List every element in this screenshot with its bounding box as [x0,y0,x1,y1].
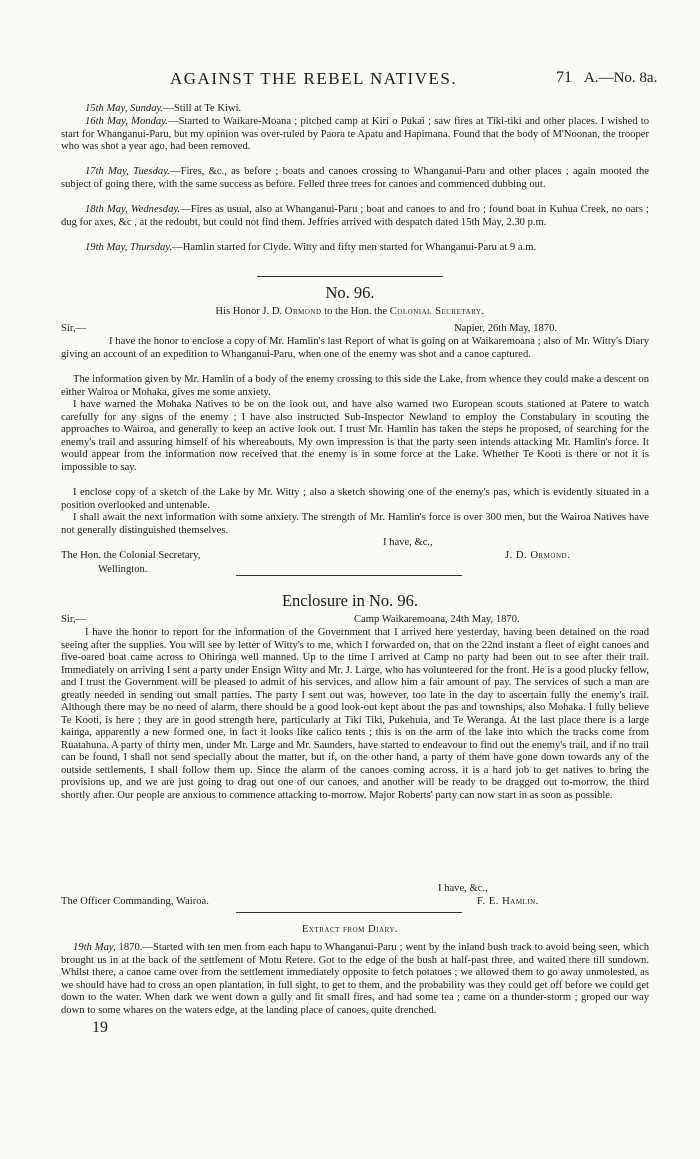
running-title: AGAINST THE REBEL NATIVES. [170,69,458,88]
letter-addressee-city: Wellington. [98,564,148,575]
letter-closing: I have, &c., [383,537,433,548]
letter-paragraph: The information given by Mr. Hamlin of a body of the enemy crossing to this side the Lake, from whence they could make a descent on either Wairoa or Mohaka, gives me some anxiety. [61,374,649,398]
page-number: 71 [556,69,572,86]
paper-series: A.—No. 8a. [584,70,658,86]
diary-entry-17: 17th May, Tuesday.—Fires, &c., as before ; boats and canoes crossing to Whanganui-Paru and other places ; again mooted the subject of going there, with the same success as before. Felled three trees for canoes and commenced dubbing out. [61,166,650,190]
diary-entry-15: 15th May, Sunday.—Still at Te Kiwi. [85,103,242,114]
enclosure-salutation: Sir,— [61,614,87,625]
section-rule [236,912,462,913]
letter-salutation: Sir,— [61,323,87,334]
section-rule [236,575,462,576]
letter-paragraph: I enclose copy of a sketch of the Lake by Mr. Witty ; also a sketch showing one of the enemy's pas, which is evidently situated in a position overlooked and untenable. [61,487,649,511]
enclosure-closing: I have, &c., [438,883,488,894]
enclosure-signature: F. E. Hamlin. [477,896,539,907]
diary-entry-19: 19th May, Thursday.—Hamlin started for Clyde. Witty and fifty men started for Whanganui-Paru at 9 a.m. [85,242,537,253]
diary-entry-18: 18th May, Wednesday.—Fires as usual, also at Whanganui-Paru ; boat and canoes to and fro ; found boat in Kuhua Creek, no oars ; dug for axes, &c , at the redoubt, but could not find them. Jeffries arrived with despatch dated 15th May, 2.30 p.m. [61,204,649,228]
diary-entry-16: 16th May, Monday.—Started to Waikare-Moana ; pitched camp at Kiri o Pukai ; saw fires at Tiki-tiki and other places. I wished to start for Whanganui-Paru, but my opinion was over-ruled by Paora te Apatu and Hapimana. Found that the body of M'Noonan, the trooper who was shot a year ago, had been removed. [61,116,649,152]
letter-addressee: The Hon. the Colonial Secretary, [61,550,201,561]
extract-title: Extract from Diary. [301,924,399,935]
enclosure-addressee: The Officer Commanding, Wairoa. [61,896,209,907]
letter-paragraph: I shall await the next information with some anxiety. The strength of Mr. Hamlin's force is over 300 men, but the Wairoa Natives have not generally distinguished themselves. [61,512,649,536]
letter-paragraph: I have the honor to enclose a copy of Mr. Hamlin's last Report of what is going on at Waikaremoana ; also of Mr. Witty's Diary giving an account of an expedition to Whanganui-Paru, when one of the enemy was shot and a canoe captured. [61,336,649,360]
letter-place-date: Napier, 26th May, 1870. [454,323,558,334]
letter-title: No. 96. [325,283,375,302]
section-rule [257,276,443,277]
enclosure-paragraph: I have the honor to report for the information of the Government that I arrived here yesterday, having been detained on the road seeing after the supplies. You will see by letter of Witty's to me, which I forwarded on, that on the 22nd instant a fleet of eight canoes and five-oared boat came across to Ohiringa well manned. Up to the time I arrived at Camp no party had been out to see after their trail. Immediately on arriving I sent a party under Ensign Witty and Mr. J. Large, who has volunteered for the front. He is a good plucky fellow, and I trust the Government will be pleased to admit of his services, and allow him a fair amount of pay. The services of such a man are greatly needed in sending out small parties. The party I sent out was, however, too late in the day to ascertain fully the enemy's trail. Although there may be no need of alarm, there should be a good look-out kept about the pas and townships, also Mohaka. I fully believe Te Kooti, is here ; they are in good strength here, particularly at Tiki Tiki, Pukehuia, and Te Weranga. At the last place there is a large kainga, apparently a new formed one, in fact it looks like calico tents ; this is on the arm of the lake into which the tracks come from Ruatahuna. A party of thirty men, under Mr. Large and Mr. Saunders, have started to endeavour to find out the enemy's trail, and if no trail can be found, I shall not send specially about the matter, but if, on the other hand, a party of them have gone down towards any of the outside settlements, I shall follow them up. Since the alarm of the canoes coming across, it is a hard job to get natives to bring the provisions up, and we are just going to drag out one of our canoes, and another will be ready to be dragged out to-morrow, the third shortly after. Our people are anxious to commence attacking to-morrow. Major Roberts' party can now start in as soon as possible. [61,627,649,801]
folio-number: 19 [92,1019,108,1036]
letter-paragraph: I have warned the Mohaka Natives to be on the look out, and have also warned two European scouts stationed at Patere to watch carefully for any signs of the enemy ; I have also instructed Sub-Inspector Newland to employ the Constabulary in scouting the approaches to Wairoa, and generally to keep an active look out. I trust Mr. Hamlin has taken the steps he proposed, of searching for the enemy's trail and assuring himself of his whereabouts. My own impression is that the party seen intends attacking Mr. Hamlin's force. It would appear from the information now received that the enemy is in some force at the Lake. Whether Te Kooti is there or not it is impossible to say. [61,399,649,473]
extract-paragraph: 19th May, 1870.—Started with ten men from each hapu to Whanganui-Paru ; went by the inland bush track to avoid being seen, which brought us in at the back of the settlement of Motu Retere. Got to the edge of the bush at half-past three, and waited there till sundown. Whilst there, a canoe came over from the settlement immediately opposite to fetch potatoes ; we allowed them to go away unmolested, as we should have had to cross an open plantation, in full sight, to get to them, and the probability was they could get off before we could get down to the water. When dark we went down a gully and lit small fires, and had some tea ; came on a thunder-storm ; groped our way down to some whares on the waters edge, at the landing place of canoes, quite drenched. [61,942,649,1016]
enclosure-title: Enclosure in No. 96. [281,591,419,610]
page-header [0,69,700,91]
letter-from-to: His Honor J. D. Ormond to the Hon. the Colonial Secretary. [215,306,485,317]
letter-signature: J. D. Ormond. [505,550,571,561]
enclosure-place-date: Camp Waikaremoana, 24th May, 1870. [354,614,520,625]
